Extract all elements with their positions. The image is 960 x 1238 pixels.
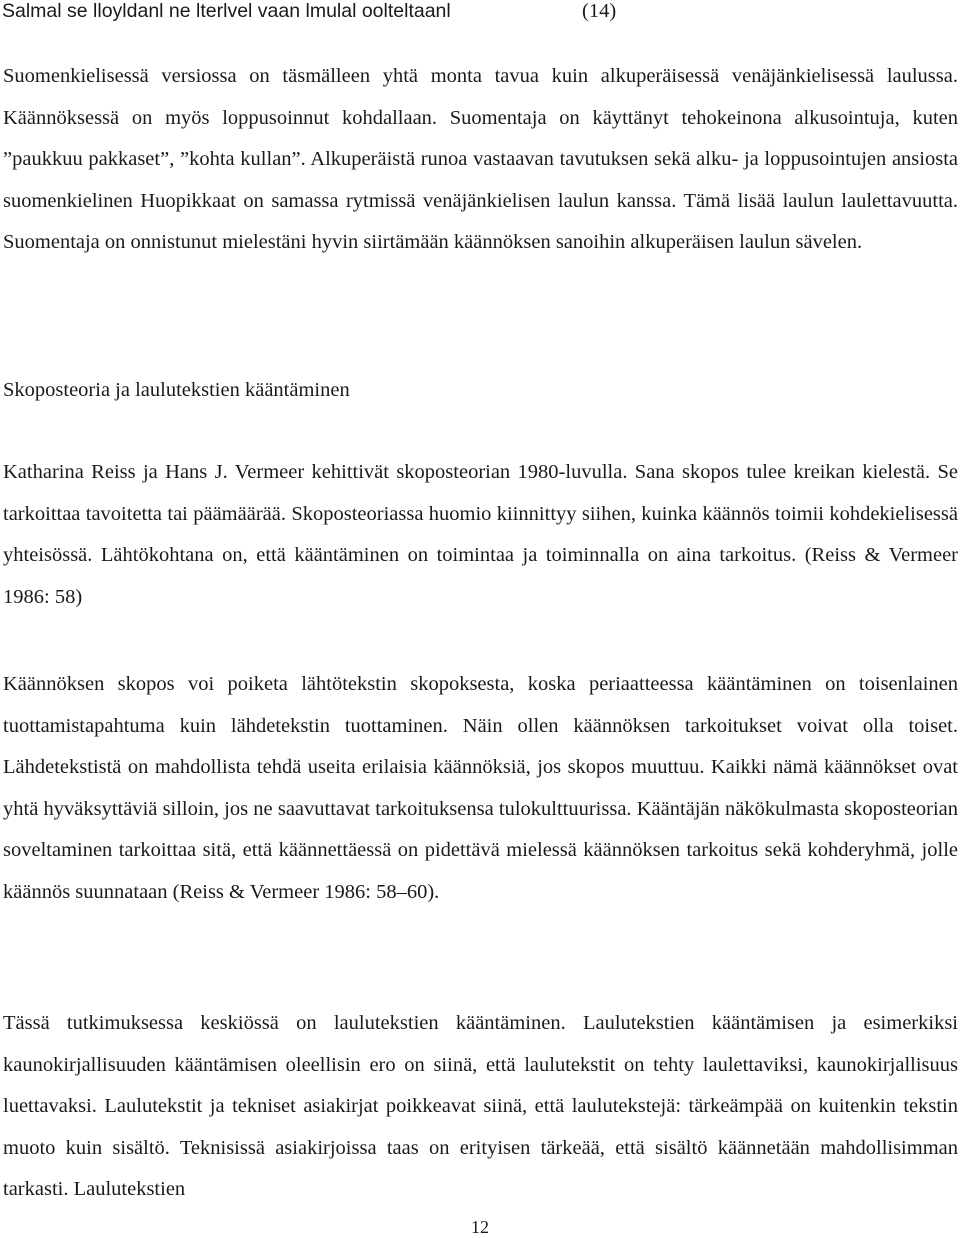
page-number: 12 [471, 1217, 489, 1237]
paragraph-skopos-intro: Katharina Reiss ja Hans J. Vermeer kehittivät skoposteorian 1980-luvulla. Sana skopos tulee kreikan kielestä. Se tarkoittaa tavoitetta tai päämäärää. Skoposteoriassa huomio kiinnittyy siihen, kuinka käännös toimii kohdekielisessä yhteisössä. Lähtökohtana on, että kääntäminen on toimintaa ja toiminnalla on aina tarkoitus. (Reiss & Vermeer 1986: 58) [3, 461, 958, 608]
paragraph-skopos-purpose: Käännöksen skopos voi poiketa lähtötekstin skopoksesta, koska periaatteessa kääntäminen on toisenlainen tuottamistapahtuma kuin lähdetekstin tuottaminen. Näin ollen käännöksen tarkoitukset voivat olla toiset. Lähdetekstistä on mahdollista tehdä useita erilaisia käännöksiä, jos skopos muuttuu. Kaikki nämä käännökset ovat yhtä hyväksyttäviä silloin, jos ne saavuttavat tarkoituksensa tulokulttuurissa. Kääntäjän näkökulmasta skoposteorian soveltaminen tarkoittaa sitä, että käännettäessä on pidettävä mielessä käännöksen tarkoitus sekä kohderyhmä, jolle käännös suunnataan (Reiss & Vermeer 1986: 58–60). [3, 673, 958, 903]
lyric-example-line [2, 0, 958, 25]
example-number: (14) [582, 0, 617, 22]
section-heading: Skoposteoria ja laulutekstien kääntäminen [3, 379, 350, 401]
paragraph-song-translation: Tässä tutkimuksessa keskiössä on laulutekstien kääntäminen. Laulutekstien kääntämisen ja esimerkiksi kaunokirjallisuuden kääntämisen oleellisin ero on siinä, että laulutekstit on tehty laulettaviksi, kaunokirjallisuus luettavaksi. Laulutekstit ja tekniset asiakirjat poikkeavat siinä, että laulutekstejä: tärkeämpää on kuitenkin tekstin muoto kuin sisältö. Teknisissä asiakirjoissa taas on erityisen tärkeää, että sisältö käännetään mahdollisimman tarkasti. Laulutekstien [3, 1012, 958, 1201]
paragraph-translation-comparison: Suomenkielisessä versiossa on täsmälleen yhtä monta tavua kuin alkuperäisessä venäjänkielisessä laulussa. Käännöksessä on myös loppusoinnut kohdallaan. Suomentaja on käyttänyt tehokeinona alkusointuja, kuten ”paukkuu pakkaset”, ”kohta kullan”. Alkuperäistä runoa vastaavan tavutuksen sekä alku- ja loppusointujen ansiosta suomenkielinen Huopikkaat on samassa rytmissä venäjänkielisen laulun kanssa. Tämä lisää laulun laulettavuutta. Suomentaja on onnistunut mielestäni hyvin siirtämään käännöksen sanoihin alkuperäisen laulun sävelen. [3, 65, 958, 254]
lyric-syllable-text: Salmal se lloyldanl ne lterlvel vaan lmulal oolteltaanl [2, 0, 451, 22]
